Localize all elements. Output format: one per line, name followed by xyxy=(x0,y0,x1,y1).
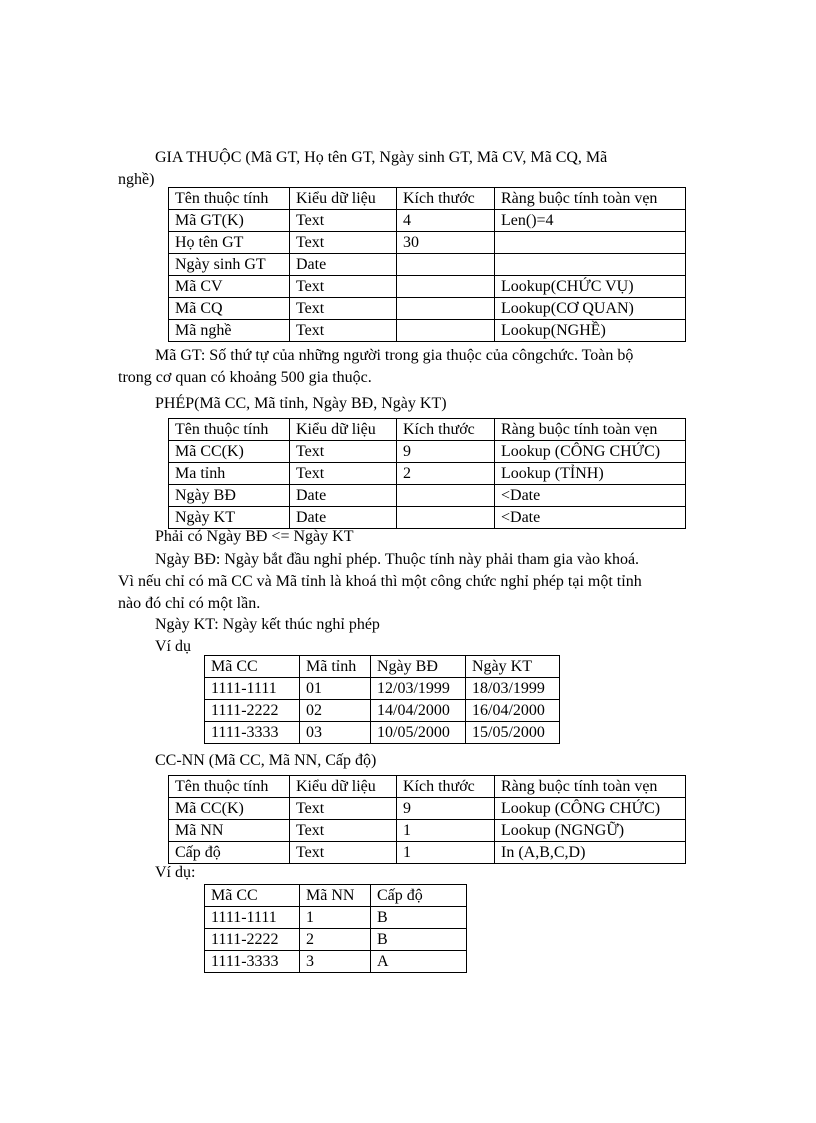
table-row xyxy=(205,907,467,929)
table-cell: 1 xyxy=(397,842,495,864)
table-row xyxy=(169,276,686,298)
table-cell: Ngày sinh GT xyxy=(169,254,290,276)
table-cell: Lookup (CÔNG CHỨC) xyxy=(495,441,686,463)
header-cell: Kích thước xyxy=(397,419,495,441)
table-cell: Lookup(CƠ QUAN) xyxy=(495,298,686,320)
table-cell xyxy=(397,507,495,529)
table-cell: A xyxy=(371,951,467,973)
table-cell xyxy=(397,276,495,298)
table-row xyxy=(169,320,686,342)
table-cell: Text xyxy=(290,463,397,485)
table-cell: Mã CC(K) xyxy=(169,441,290,463)
table-row xyxy=(169,798,686,820)
table-cell: Mã nghề xyxy=(169,320,290,342)
table-cell: 30 xyxy=(397,232,495,254)
table-header-row xyxy=(205,885,467,907)
header-cell: Cấp độ xyxy=(371,885,467,907)
table-header-row xyxy=(205,656,560,678)
table-cell: 9 xyxy=(397,441,495,463)
ccnn-example-table xyxy=(204,884,467,973)
table-header-row xyxy=(169,776,686,798)
header-cell: Tên thuộc tính xyxy=(169,776,290,798)
table-cell xyxy=(495,232,686,254)
table-cell xyxy=(495,254,686,276)
table-cell: 1111-3333 xyxy=(205,951,300,973)
header-cell: Ngày BĐ xyxy=(371,656,466,678)
table-cell: 16/04/2000 xyxy=(466,700,560,722)
table-cell: 1 xyxy=(300,907,371,929)
table-header-row xyxy=(169,419,686,441)
phep-constraint-note: Phải có Ngày BĐ <= Ngày KT xyxy=(155,528,354,545)
table-cell: 4 xyxy=(397,210,495,232)
example-label: Ví dụ xyxy=(155,638,191,655)
table-cell: Lookup (CÔNG CHỨC) xyxy=(495,798,686,820)
table-row xyxy=(169,254,686,276)
table-row xyxy=(169,463,686,485)
header-cell: Kích thước xyxy=(397,188,495,210)
table-row xyxy=(169,298,686,320)
table-cell: Lookup (NGNGỮ) xyxy=(495,820,686,842)
table-row xyxy=(205,700,560,722)
table-cell xyxy=(397,254,495,276)
table-cell: 1 xyxy=(397,820,495,842)
gia-thuoc-heading: GIA THUỘC (Mã GT, Họ tên GT, Ngày sinh GT, Mã CV, Mã CQ, Mã xyxy=(155,149,608,166)
phep-example-table xyxy=(204,655,560,744)
phep-key-note: Ngày BĐ: Ngày bắt đầu nghỉ phép. Thuộc tính này phải tham gia vào khoá. xyxy=(155,551,640,568)
table-cell: 02 xyxy=(300,700,371,722)
table-cell: 3 xyxy=(300,951,371,973)
table-cell: 14/04/2000 xyxy=(371,700,466,722)
table-cell: 01 xyxy=(300,678,371,700)
phep-end-date-note: Ngày KT: Ngày kết thúc nghỉ phép xyxy=(155,616,380,633)
table-cell: 18/03/1999 xyxy=(466,678,560,700)
table-row xyxy=(205,951,467,973)
table-cell: Date xyxy=(290,507,397,529)
table-cell xyxy=(397,320,495,342)
table-cell: Mã NN xyxy=(169,820,290,842)
gia-thuoc-attribute-table xyxy=(168,187,686,342)
table-header-row xyxy=(169,188,686,210)
header-cell: Ràng buộc tính toàn vẹn xyxy=(495,776,686,798)
table-cell: 1111-2222 xyxy=(205,700,300,722)
table-cell: Text xyxy=(290,320,397,342)
table-cell: 1111-3333 xyxy=(205,722,300,744)
table-cell: B xyxy=(371,929,467,951)
table-cell: Len()=4 xyxy=(495,210,686,232)
phep-attribute-table xyxy=(168,418,686,529)
header-cell: Kích thước xyxy=(397,776,495,798)
table-cell: Mã GT(K) xyxy=(169,210,290,232)
table-cell: Ma tỉnh xyxy=(169,463,290,485)
header-cell: Ngày KT xyxy=(466,656,560,678)
table-cell: Ngày BĐ xyxy=(169,485,290,507)
table-cell: 15/05/2000 xyxy=(466,722,560,744)
table-cell: Mã CV xyxy=(169,276,290,298)
example-label: Ví dụ: xyxy=(155,864,196,881)
header-cell: Ràng buộc tính toàn vẹn xyxy=(495,419,686,441)
header-cell: Mã tỉnh xyxy=(300,656,371,678)
table-cell: Text xyxy=(290,210,397,232)
table-cell: Mã CQ xyxy=(169,298,290,320)
table-row xyxy=(169,210,686,232)
header-cell: Mã CC xyxy=(205,656,300,678)
table-cell: Lookup(NGHỀ) xyxy=(495,320,686,342)
gia-thuoc-note: Mã GT: Số thứ tự của những người trong gia thuộc của côngchức. Toàn bộ xyxy=(155,347,634,364)
ccnn-attribute-table xyxy=(168,775,686,864)
table-cell: 12/03/1999 xyxy=(371,678,466,700)
table-cell: Lookup(CHỨC VỤ) xyxy=(495,276,686,298)
header-cell: Kiểu dữ liệu xyxy=(290,776,397,798)
table-row xyxy=(169,842,686,864)
table-cell xyxy=(397,298,495,320)
header-cell: Ràng buộc tính toàn vẹn xyxy=(495,188,686,210)
gia-thuoc-note-cont: trong cơ quan có khoảng 500 gia thuộc. xyxy=(118,369,372,386)
table-cell: Text xyxy=(290,842,397,864)
table-cell: Lookup (TỈNH) xyxy=(495,463,686,485)
phep-key-note-cont2: nào đó chỉ có một lần. xyxy=(118,595,261,612)
table-cell: Text xyxy=(290,820,397,842)
table-cell: 2 xyxy=(300,929,371,951)
table-cell: Date xyxy=(290,485,397,507)
table-cell: Text xyxy=(290,298,397,320)
table-cell: Text xyxy=(290,276,397,298)
table-cell: 2 xyxy=(397,463,495,485)
table-cell: 1111-1111 xyxy=(205,678,300,700)
ccnn-heading: CC-NN (Mã CC, Mã NN, Cấp độ) xyxy=(155,752,377,769)
header-cell: Tên thuộc tính xyxy=(169,188,290,210)
table-cell: 9 xyxy=(397,798,495,820)
header-cell: Tên thuộc tính xyxy=(169,419,290,441)
table-row xyxy=(205,929,467,951)
table-cell: 10/05/2000 xyxy=(371,722,466,744)
table-row xyxy=(169,232,686,254)
table-cell: 1111-2222 xyxy=(205,929,300,951)
table-row xyxy=(169,820,686,842)
header-cell: Mã NN xyxy=(300,885,371,907)
table-cell: Text xyxy=(290,232,397,254)
table-row xyxy=(205,722,560,744)
table-cell: B xyxy=(371,907,467,929)
table-cell: Cấp độ xyxy=(169,842,290,864)
table-cell: Date xyxy=(290,254,397,276)
table-cell: Text xyxy=(290,441,397,463)
table-cell: <Date xyxy=(495,485,686,507)
table-cell: In (A,B,C,D) xyxy=(495,842,686,864)
table-cell: 1111-1111 xyxy=(205,907,300,929)
table-row xyxy=(169,485,686,507)
table-cell xyxy=(397,485,495,507)
table-row xyxy=(169,441,686,463)
header-cell: Kiểu dữ liệu xyxy=(290,188,397,210)
table-cell: Mã CC(K) xyxy=(169,798,290,820)
header-cell: Kiểu dữ liệu xyxy=(290,419,397,441)
header-cell: Mã CC xyxy=(205,885,300,907)
table-cell: Ngày KT xyxy=(169,507,290,529)
gia-thuoc-heading-cont: nghề) xyxy=(118,171,155,188)
phep-key-note-cont: Vì nếu chỉ có mã CC và Mã tỉnh là khoá thì một công chức nghỉ phép tại một tỉnh xyxy=(118,573,642,590)
table-cell: Họ tên GT xyxy=(169,232,290,254)
table-cell: <Date xyxy=(495,507,686,529)
phep-heading: PHÉP(Mã CC, Mã tỉnh, Ngày BĐ, Ngày KT) xyxy=(155,395,447,412)
table-row xyxy=(205,678,560,700)
table-cell: 03 xyxy=(300,722,371,744)
table-cell: Text xyxy=(290,798,397,820)
